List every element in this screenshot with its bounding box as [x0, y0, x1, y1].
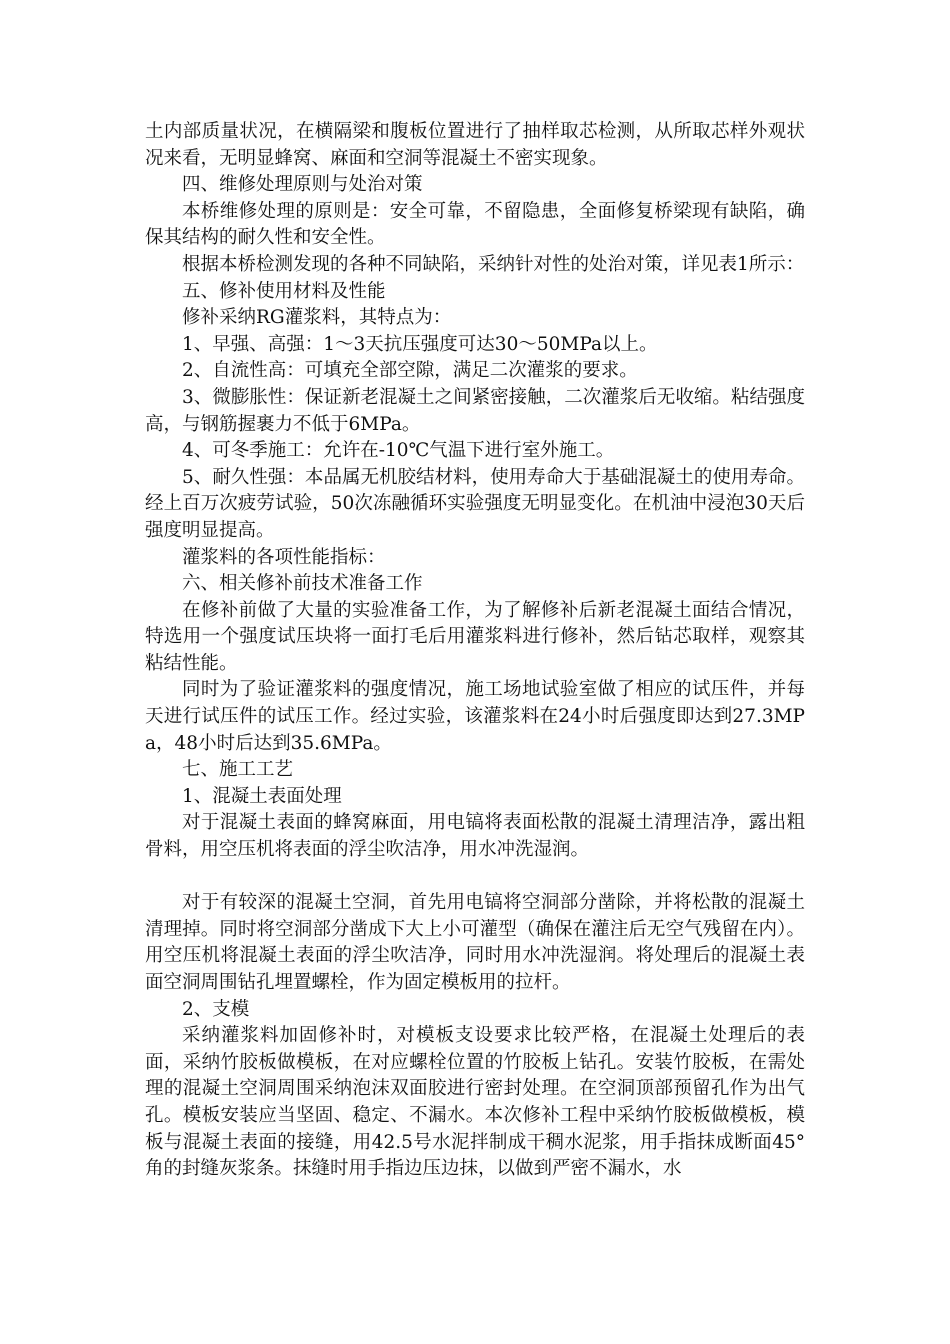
subsection-heading: 2、支模 — [182, 998, 250, 1020]
paragraph: 同时为了验证灌浆料的强度情况，施工场地试验室做了相应的试压件，并每天进行试压件的试压工作。经过实验，该灌浆料在24小时后强度即达到27.3MPa，48小时后达到35.6MPa。 — [145, 679, 805, 754]
paragraph: 在修补前做了大量的实验准备工作，为了解修补后新老混凝土面结合情况，特选用一个强度试压块将一面打毛后用灌浆料进行修补，然后钻芯取样，观察其粘结性能。 — [145, 599, 805, 674]
section-heading-6: 六、相关修补前技术准备工作 — [182, 573, 423, 595]
paragraph: 对于有较深的混凝土空洞，首先用电镐将空洞部分凿除，并将松散的混凝土清理掉。同时将空洞部分凿成下大上小可灌型（确保在灌注后无空气残留在内）。用空压机将混凝土表面的浮尘吹洁净，同时用水冲洗湿润。将处理后的混凝土表面空洞周围钻孔埋置螺栓，作为固定模板用的拉杆。 — [145, 892, 805, 993]
subsection-heading: 1、混凝土表面处理 — [182, 785, 342, 807]
paragraph: 灌浆料的各项性能指标： — [182, 546, 386, 568]
paragraph: 采纳灌浆料加固修补时，对模板支设要求比较严格，在混凝土处理后的表面，采纳竹胶板做模板，在对应螺栓位置的竹胶板上钻孔。安装竹胶板，在需处理的混凝土空洞周围采纳泡沫双面胶进行密封处理。在空洞顶部预留孔作为出气孔。模板安装应当坚固、稳定、不漏水。本次修补工程中采纳竹胶板做模板，模板与混凝土表面的接缝，用42.5号水泥拌制成干稠水泥浆，用手指抹成断面45°角的封缝灰浆条。抹缝时用手指边压边抹，以做到严密不漏水，水 — [145, 1025, 805, 1180]
blank-line — [145, 864, 805, 891]
list-item: 4、可冬季施工：允许在-10℃气温下进行室外施工。 — [182, 440, 615, 462]
list-item: 1、早强、高强：1～3天抗压强度可达30～50MPa以上。 — [182, 333, 658, 355]
paragraph: 本桥维修处理的原则是：安全可靠，不留隐患，全面修复桥梁现有缺陷，确保其结构的耐久性和安全性。 — [145, 200, 805, 249]
paragraph: 根据本桥检测发现的各种不同缺陷，采纳针对性的处治对策，详见表1所示： — [182, 253, 805, 275]
list-item: 3、微膨胀性：保证新老混凝土之间紧密接触，二次灌浆后无收缩。粘结强度高，与钢筋握裹力不低于6MPa。 — [145, 386, 805, 435]
list-item: 2、自流性高：可填充全部空隙，满足二次灌浆的要求。 — [182, 360, 638, 382]
section-heading-7: 七、施工工艺 — [182, 759, 294, 781]
paragraph: 修补采纳RG灌浆料，其特点为： — [182, 307, 452, 329]
section-heading-4: 四、维修处理原则与处治对策 — [182, 174, 423, 196]
paragraph-continued: 土内部质量状况，在横隔梁和腹板位置进行了抽样取芯检测，从所取芯样外观状况来看，无明显蜂窝、麻面和空洞等混凝土不密实现象。 — [145, 121, 805, 169]
list-item: 5、耐久性强：本品属无机胶结材料，使用寿命大于基础混凝土的使用寿命。经上百万次疲劳试验，50次冻融循环实验强度无明显变化。在机油中浸泡30天后强度明显提高。 — [145, 466, 805, 541]
document-body — [145, 119, 805, 1183]
paragraph: 对于混凝土表面的蜂窝麻面，用电镐将表面松散的混凝土清理洁净，露出粗骨料，用空压机将表面的浮尘吹洁净，用水冲洗湿润。 — [145, 812, 805, 861]
section-heading-5: 五、修补使用材料及性能 — [182, 280, 386, 302]
